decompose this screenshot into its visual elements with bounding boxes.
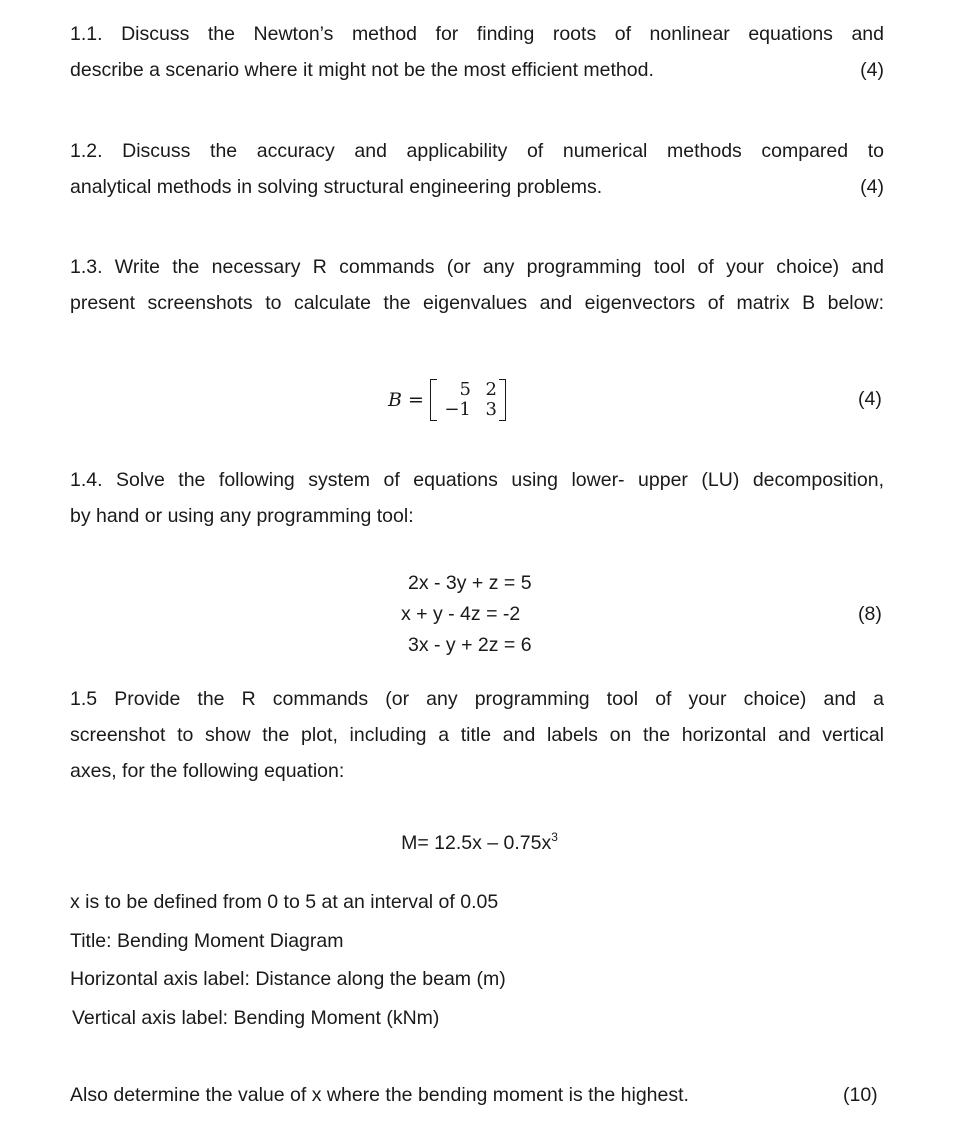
- question-1-1-line-2: [70, 52, 884, 88]
- equation-system: [0, 572, 959, 662]
- detail-title: Title: Bending Moment Diagram: [70, 930, 344, 952]
- matrix-entry: 5: [459, 379, 471, 400]
- question-1-1-line-1: 1.1. Discuss the Newton’s method for finding roots of nonlinear equations and: [70, 23, 884, 45]
- equation-3: 3x - y + 2z = 6: [408, 634, 532, 656]
- question-1-4: [70, 462, 884, 534]
- matrix-b-equation: [388, 376, 506, 424]
- question-1-5: [70, 681, 884, 789]
- question-1-3: [70, 249, 884, 321]
- matrix-b-row: [0, 376, 959, 426]
- final-instruction: Also determine the value of x where the bending moment is the highest.: [70, 1084, 689, 1106]
- detail-vertical-label: Vertical axis label: Bending Moment (kNm): [72, 1007, 440, 1029]
- question-1-1-line-2-text: describe a scenario where it might not be the most efficient method.: [70, 59, 654, 81]
- question-1-3-line-2: present screenshots to calculate the eigenvalues and eigenvectors of matrix B below:: [70, 292, 884, 314]
- question-1-4-line-1: 1.4. Solve the following system of equations using lower- upper (LU) decomposition,: [70, 469, 884, 491]
- bending-moment-equation: [0, 832, 959, 855]
- matrix-left-bracket: [430, 379, 437, 421]
- equals-sign: =: [407, 389, 424, 411]
- question-1-5-line-3: axes, for the following equation:: [70, 760, 345, 782]
- question-1-2-line-2-text: analytical methods in solving structural engineering problems.: [70, 176, 603, 198]
- question-1-2-line-1: 1.2. Discuss the accuracy and applicability of numerical methods compared to: [70, 140, 884, 162]
- question-1-3-line-1: 1.3. Write the necessary R commands (or any programming tool of your choice) and: [70, 256, 884, 278]
- question-1-2-marks: (4): [860, 176, 884, 198]
- question-1-5-line-1: 1.5 Provide the R commands (or any programming tool of your choice) and a: [70, 688, 884, 710]
- equation-1: 2x - 3y + z = 5: [408, 572, 532, 594]
- equation-exponent: 3: [551, 830, 558, 844]
- question-1-2: [70, 133, 884, 205]
- matrix-entry: 2: [485, 379, 497, 400]
- equation-main: M= 12.5x – 0.75x: [401, 832, 552, 854]
- question-1-4-marks: (8): [858, 603, 882, 625]
- detail-x-range: x is to be defined from 0 to 5 at an interval of 0.05: [70, 891, 499, 913]
- question-1-2-line-2: [70, 169, 884, 205]
- question-1-5-marks: (10): [843, 1084, 878, 1106]
- matrix-b-entries: [439, 380, 497, 420]
- question-1-3-marks: (4): [858, 388, 882, 410]
- question-1-1-marks: (4): [860, 59, 884, 81]
- matrix-entry: 3: [485, 399, 497, 420]
- matrix-entry: −1: [444, 399, 471, 420]
- equation-2: x + y - 4z = -2: [401, 603, 521, 625]
- detail-horizontal-label: Horizontal axis label: Distance along the beam (m): [70, 968, 506, 990]
- question-1-5-line-2: screenshot to show the plot, including a title and labels on the horizontal and vertical: [70, 724, 884, 746]
- matrix-name: B: [388, 389, 402, 411]
- matrix-right-bracket: [499, 379, 506, 421]
- question-1-1: [70, 16, 884, 88]
- question-1-4-line-2: by hand or using any programming tool:: [70, 505, 414, 527]
